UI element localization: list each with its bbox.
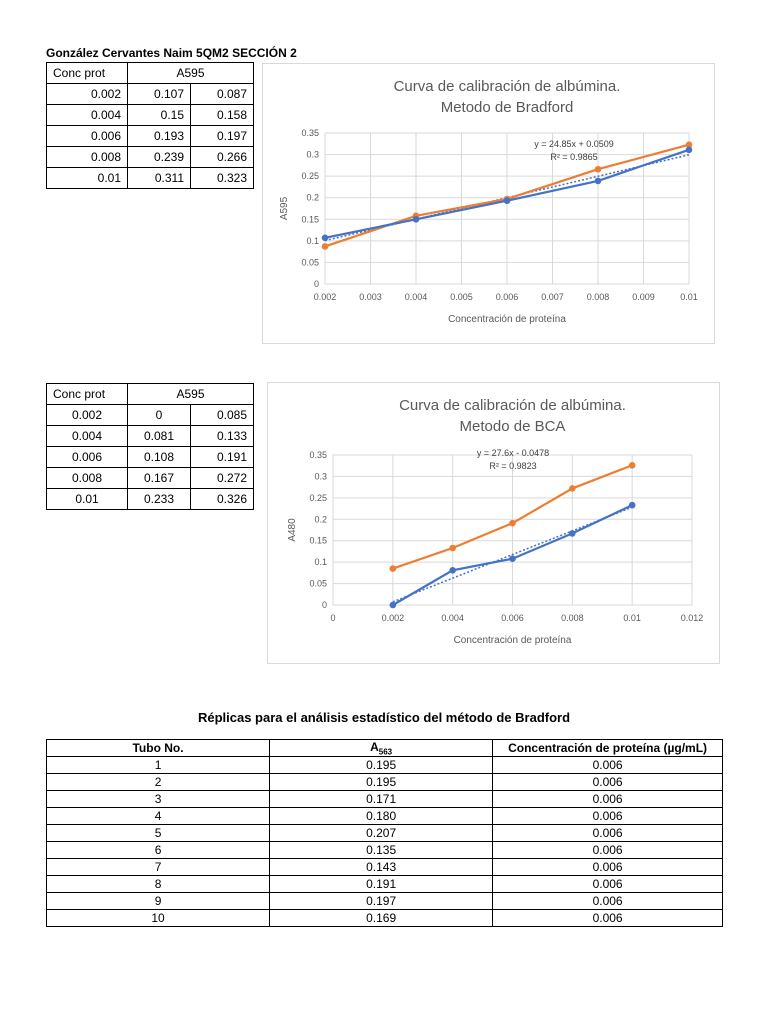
data-point: [509, 555, 516, 562]
trendline-r2: R² = 0.9823: [489, 461, 537, 471]
x-tick-label: 0.007: [541, 292, 564, 302]
data-point: [509, 520, 516, 527]
replicas-table: [46, 739, 723, 927]
chart-title-line: Curva de calibración de albúmina.: [393, 78, 621, 95]
y-tick-label: 0.2: [314, 514, 327, 525]
table-row: 0.002 0 0.085: [47, 405, 254, 426]
table-row: 5 0.207 0.006: [47, 825, 723, 842]
x-tick-label: 0.008: [586, 292, 610, 302]
x-tick-label: 0.002: [381, 613, 405, 623]
y-tick-label: 0.35: [309, 450, 327, 460]
y-tick-label: 0.35: [301, 128, 319, 138]
bradford-data-table: [46, 62, 254, 189]
data-point: [686, 147, 693, 154]
trendline-equation: y = 27.6x - 0.0478: [476, 448, 550, 458]
y-tick-label: 0.15: [301, 214, 319, 225]
y-tick-label: 0.3: [314, 471, 327, 482]
replicas-body: [47, 757, 723, 927]
table-row: 9 0.197 0.006: [47, 893, 723, 910]
table-row: 0.01 0.311 0.323: [47, 168, 254, 189]
y-tick-label: 0.05: [301, 257, 319, 268]
data-point: [569, 530, 576, 537]
data-point: [629, 502, 636, 509]
table-header-absorbance: A595: [128, 384, 254, 405]
data-point: [449, 567, 456, 574]
x-tick-label: 0.006: [501, 613, 524, 623]
x-tick-label: 0.008: [561, 613, 584, 623]
y-tick-label: 0.2: [306, 192, 319, 203]
data-point: [569, 485, 576, 492]
x-tick-label: 0.003: [359, 292, 382, 302]
x-tick-label: 0.002: [313, 292, 337, 302]
table-row: 0.008 0.239 0.266: [47, 147, 254, 168]
table-row: 3 0.171 0.006: [47, 791, 723, 808]
data-point: [595, 166, 602, 173]
x-tick-label: 0: [330, 613, 336, 623]
col-header-concentration: Concentración de proteína (µg/mL): [493, 740, 723, 757]
x-tick-label: 0.005: [450, 292, 473, 302]
x-tick-label: 0.004: [404, 292, 428, 302]
trendline-equation: y = 24.85x + 0.0509: [534, 139, 614, 149]
table-row: 0.006 0.193 0.197: [47, 126, 254, 147]
chart-title-line: Curva de calibración de albúmina.: [399, 397, 626, 414]
table-row: 8 0.191 0.006: [47, 876, 723, 893]
y-tick-label: 0.25: [301, 171, 319, 182]
data-point: [449, 545, 456, 552]
bca-chart: [267, 382, 720, 664]
data-point: [595, 178, 602, 185]
y-tick-label: 0.05: [309, 578, 327, 589]
table-header-conc: Conc prot: [47, 384, 128, 405]
table-header-conc: Conc prot: [47, 63, 128, 84]
table-row: 1 0.195 0.006: [47, 757, 723, 774]
y-tick-label: 0.3: [306, 149, 319, 160]
col-header-tube: Tubo No.: [47, 740, 270, 757]
data-point: [322, 243, 329, 250]
data-point: [629, 462, 636, 469]
y-tick-label: 0: [313, 279, 319, 289]
data-point: [390, 602, 397, 609]
table-row: 0.004 0.081 0.133: [47, 426, 254, 447]
y-tick-label: 0.15: [309, 535, 327, 546]
bca-data-table: [46, 383, 254, 510]
table-row: 0.01 0.233 0.326: [47, 489, 254, 510]
x-tick-label: 0.006: [495, 292, 519, 302]
bradford-chart-svg: [263, 64, 714, 343]
data-point: [504, 197, 511, 204]
table-row: 0.008 0.167 0.272: [47, 468, 254, 489]
table-row: 0.002 0.107 0.087: [47, 84, 254, 105]
x-axis-label: Concentración de proteína: [448, 314, 566, 325]
table-row: 0.006 0.108 0.191: [47, 447, 254, 468]
table-row: 10 0.169 0.006: [47, 910, 723, 927]
bradford-chart: [262, 63, 715, 344]
replicas-title: Réplicas para el análisis estadístico del método de Bradford: [197, 710, 571, 725]
table-row: 6 0.135 0.006: [47, 842, 723, 859]
y-axis-label: A595: [279, 196, 290, 221]
data-point: [390, 565, 397, 572]
col-header-absorbance: $A_{563}$: [270, 740, 493, 757]
x-tick-label: 0.01: [623, 613, 641, 623]
table-row: 0.004 0.15 0.158: [47, 105, 254, 126]
x-tick-label: 0.012: [680, 613, 704, 623]
x-tick-label: 0.01: [680, 292, 698, 302]
x-axis-label: Concentración de proteína: [453, 635, 572, 646]
y-tick-label: 0.1: [314, 557, 327, 568]
bca-chart-svg: [268, 383, 719, 663]
y-tick-label: 0.1: [306, 235, 319, 246]
table-row: 2 0.195 0.006: [47, 774, 723, 791]
chart-title-line: Metodo de Bradford: [440, 99, 574, 116]
data-point: [413, 216, 420, 223]
y-axis-label: A480: [287, 518, 298, 542]
y-tick-label: 0: [321, 600, 327, 610]
y-tick-label: 0.25: [309, 492, 327, 503]
table-row: 7 0.143 0.006: [47, 859, 723, 876]
table-row: 4 0.180 0.006: [47, 808, 723, 825]
x-tick-label: 0.004: [441, 613, 464, 623]
table-header-absorbance: A595: [128, 63, 254, 84]
trendline-r2: R² = 0.9865: [550, 152, 598, 162]
chart-title-line: Metodo de BCA: [459, 418, 566, 435]
document-header: González Cervantes Naim 5QM2 SECCIÓN 2: [46, 46, 297, 60]
data-point: [322, 235, 329, 242]
x-tick-label: 0.009: [632, 292, 655, 302]
